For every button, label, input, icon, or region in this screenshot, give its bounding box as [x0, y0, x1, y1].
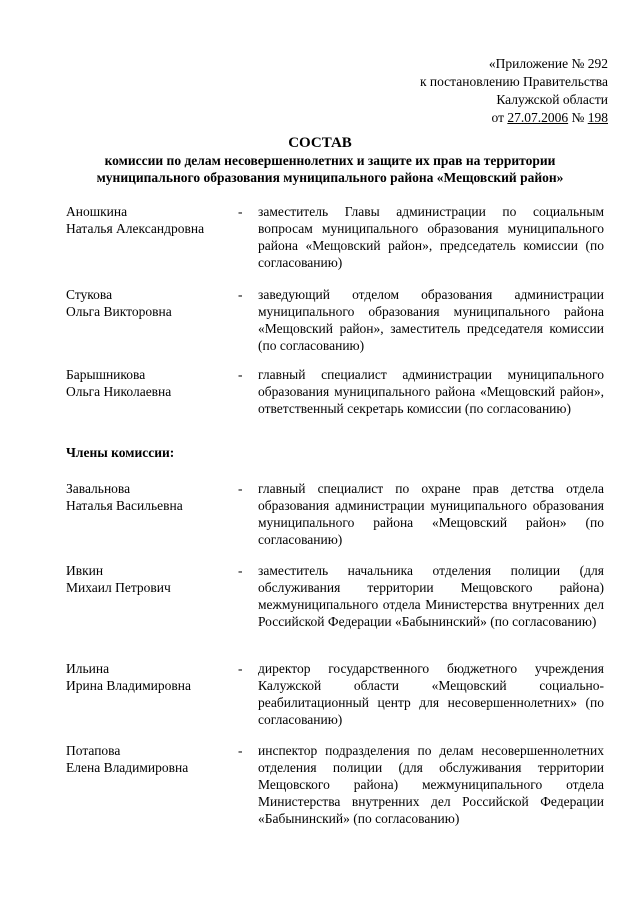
member-given-name: Михаил Петрович — [66, 580, 171, 595]
appendix-line-1: «Приложение № 292 — [488, 56, 608, 71]
appendix-number: 198 — [587, 110, 608, 125]
member-name — [66, 366, 231, 400]
member-given-name: Ольга Николаевна — [66, 384, 172, 399]
dash-separator: - — [238, 204, 243, 219]
dash-separator: - — [238, 661, 243, 676]
member-surname: Ивкин — [66, 563, 104, 578]
member-role: директор государственного бюджетного учреждения Калужской области «Мещовский социально-реабилитационный центр для несовершеннолетних» (по согласованию) — [258, 661, 604, 727]
member-surname: Аношкина — [66, 204, 128, 219]
member-given-name: Ольга Викторовна — [66, 304, 172, 319]
member-given-name: Ирина Владимировна — [66, 678, 192, 693]
page-title: СОСТАВ — [288, 135, 352, 151]
member-given-name: Наталья Александровна — [66, 221, 205, 236]
page-subtitle: комиссии по делам несовершеннолетних и защите их прав на территории муниципального образования муниципального района «Мещовский район» — [96, 153, 564, 185]
member-name — [66, 660, 231, 694]
member-given-name: Елена Владимировна — [66, 760, 189, 775]
member-name — [66, 742, 231, 776]
member-role: инспектор подразделения по делам несовершеннолетних отделения полиции (для обслуживания территории Мещовского района) межмуниципального отдела Министерства внутренних дел Российской Федерации «Бабынинский» (по согласованию) — [258, 743, 604, 826]
member-name — [66, 562, 231, 596]
member-name — [66, 480, 231, 514]
dash-separator: - — [238, 481, 243, 496]
member-role: заместитель Главы администрации по социальным вопросам муниципального образования муниципального района «Мещовский район», председатель комиссии (по согласованию) — [258, 204, 604, 270]
member-given-name: Наталья Васильевна — [66, 498, 183, 513]
member-surname: Завальнова — [66, 481, 131, 496]
appendix-line-4 — [420, 109, 608, 127]
dash-separator: - — [238, 367, 243, 382]
members-heading: Члены комиссии: — [66, 445, 175, 460]
member-surname: Потапова — [66, 743, 121, 758]
appendix-line-3: Калужской области — [496, 92, 608, 107]
member-role: главный специалист по охране прав детства отдела образования администрации муниципального образования муниципального района «Мещовский район» (по согласованию) — [258, 481, 604, 547]
member-role: главный специалист администрации муниципального образования муниципального района «Мещовский район», ответственный секретарь комиссии (по согласованию) — [258, 367, 604, 416]
dash-separator: - — [238, 287, 243, 302]
dash-separator: - — [238, 743, 243, 758]
member-role: заведующий отделом образования администрации муниципального образования муниципального района «Мещовский район», заместитель председателя комиссии (по согласованию) — [258, 287, 604, 353]
appendix-date: 27.07.2006 — [507, 110, 569, 125]
appendix-date-prefix: от — [491, 110, 508, 125]
dash-separator: - — [238, 563, 243, 578]
member-role: заместитель начальника отделения полиции (для обслуживания территории Мещовского района) межмуниципального отдела Министерства внутренних дел Российской Федерации «Бабынинский» (по согласованию) — [258, 563, 604, 629]
member-surname: Ильина — [66, 661, 110, 676]
member-surname: Барышникова — [66, 367, 146, 382]
appendix-header — [420, 55, 608, 127]
member-name — [66, 286, 231, 320]
appendix-line-2: к постановлению Правительства — [419, 74, 608, 89]
appendix-number-sign: № — [568, 110, 588, 125]
member-name — [66, 203, 231, 237]
member-surname: Стукова — [66, 287, 113, 302]
